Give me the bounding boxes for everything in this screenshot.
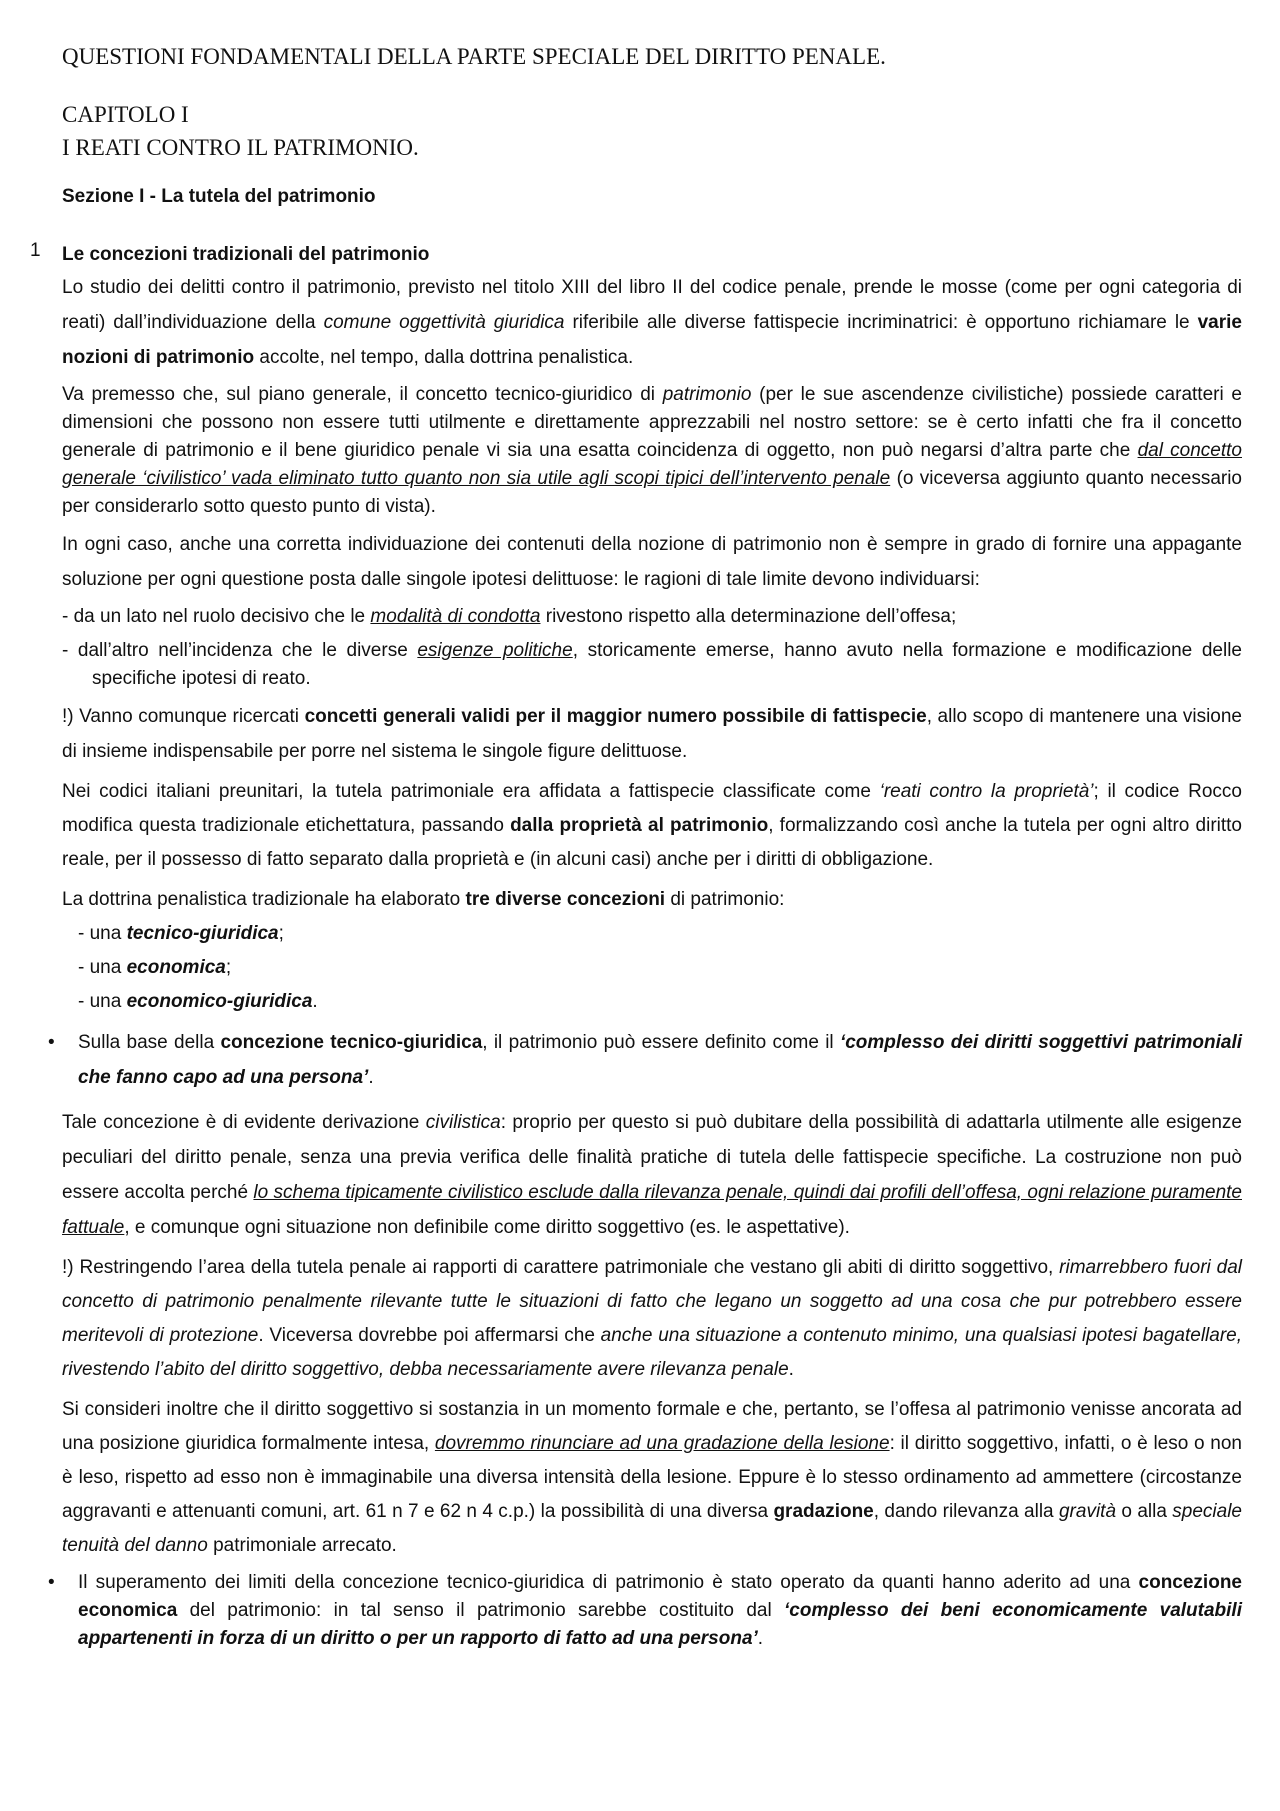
- document-body: [62, 240, 1242, 1659]
- paragraph-restriction: !) Restringendo l’area della tutela penale ai rapporti di carattere patrimoniale che vestano gli abiti di diritto soggettivo, rimarrebbero fuori dal concetto di patrimonio penalmente rilevante tutte le situazioni di fatto che legano un soggetto ad una cosa che pur potrebbero essere meritevoli di protezione. Viceversa dovrebbe poi affermarsi che anche una situazione a contenuto minimo, una qualsiasi ipotesi bagatellare, rivestendo l’abito del diritto soggettivo, debba necessariamente avere rilevanza penale.: [62, 1257, 1242, 1380]
- paragraph-critique: Tale concezione è di evidente derivazione civilistica: proprio per questo si può dubitare della possibilità di adattarla utilmente alle esigenze peculiari del diritto penale, senza una previa verifica delle finalità pratiche di tutela delle fattispecie specifiche. La costruzione non può essere accolta perché lo schema tipicamente civilistico esclude dalla rilevanza penale, quindi dai profili dell’offesa, ogni relazione puramente fattuale, e comunque ogni situazione non definibile come diritto soggettivo (es. le aspettative).: [62, 1112, 1242, 1238]
- paragraph-limits: In ogni caso, anche una corretta individuazione dei contenuti della nozione di patrimonio non è sempre in grado di fornire una appagante soluzione per ogni questione posta dalle singole ipotesi delittuose: le ragioni di tale limite devono individuarsi:: [62, 534, 1242, 590]
- section-heading: Sezione I - La tutela del patrimonio: [62, 186, 376, 207]
- paragraph-concezioni: La dottrina penalistica tradizionale ha elaborato tre diverse concezioni di patrimonio:: [62, 889, 785, 910]
- list-item: - una economica;: [78, 957, 232, 978]
- paragraph-number: 1: [30, 240, 41, 261]
- paragraph-gradation: Si consideri inoltre che il diritto soggettivo si sostanzia in un momento formale e che, pertanto, se l’offesa al patrimonio venisse ancorata ad una posizione giuridica formalmente intesa, dovremmo rinunciare ad una gradazione della lesione: il diritto soggettivo, infatti, o è leso o non è leso, rispetto ad esso non è immaginabile una diversa intensità della lesione. Eppure è lo stesso ordinamento ad ammettere (circostanze aggravanti e attenuanti comuni, art. 61 n 7 e 62 n 4 c.p.) la possibilità di una diversa gradazione, dando rilevanza alla gravità o alla speciale tenuità del danno patrimoniale arrecato.: [62, 1399, 1243, 1556]
- paragraph-heading: Le concezioni tradizionali del patrimonio: [62, 244, 430, 265]
- list-item: - una tecnico-giuridica;: [78, 923, 284, 944]
- list-item: - da un lato nel ruolo decisivo che le modalità di condotta rivestono rispetto alla determinazione dell’offesa;: [62, 606, 957, 627]
- list-item: - dall’altro nell’incidenza che le diverse esigenze politiche, storicamente emerse, hanno avuto nella formazione e modificazione delle specifiche ipotesi di reato.: [62, 640, 1242, 689]
- paragraph-history: Nei codici italiani preunitari, la tutela patrimoniale era affidata a fattispecie classificate come ‘reati contro la proprietà’; il codice Rocco modifica questa tradizionale etichettatura, passando dalla proprietà al patrimonio, formalizzando così anche la tutela per ogni altro diritto reale, per il possesso di fatto separato dalla proprietà e (in alcuni casi) anche per i diritti di obbligazione.: [62, 781, 1242, 870]
- bullet-item: • Sulla base della concezione tecnico-giuridica, il patrimonio può essere definito come il ‘complesso dei diritti soggettivi patrimoniali che fanno capo ad una persona’.: [62, 1025, 1242, 1095]
- paragraph-intro: Lo studio dei delitti contro il patrimonio, previsto nel titolo XIII del libro II del codice penale, prende le mosse (come per ogni categoria di reati) dall’individuazione della comune oggettività giuridica riferibile alle diverse fattispecie incriminatrici: è opportuno richiamare le varie nozioni di patrimonio accolte, nel tempo, dalla dottrina penalistica.: [62, 277, 1242, 368]
- bullet-item: • Il superamento dei limiti della concezione tecnico-giuridica di patrimonio è stato operato da quanti hanno aderito ad una concezione economica del patrimonio: in tal senso il patrimonio sarebbe costituito dal ‘complesso dei beni economicamente valutabili appartenenti in forza di un diritto o per un rapporto di fatto ad una persona’.: [62, 1569, 1242, 1653]
- chapter-heading: [62, 98, 419, 164]
- chapter-title: I REATI CONTRO IL PATRIMONIO.: [62, 135, 419, 160]
- list-item: - una economico-giuridica.: [78, 991, 318, 1012]
- document-title: QUESTIONI FONDAMENTALI DELLA PARTE SPECIALE DEL DIRITTO PENALE.: [62, 44, 886, 69]
- paragraph-note: !) Vanno comunque ricercati concetti generali validi per il maggior numero possibile di fattispecie, allo scopo di mantenere una visione di insieme indispensabile per porre nel sistema le singole figure delittuose.: [62, 706, 1243, 762]
- paragraph-premise: Va premesso che, sul piano generale, il concetto tecnico-giuridico di patrimonio (per le sue ascendenze civilistiche) possiede caratteri e dimensioni che possono non essere tutti utilmente e direttamente apprezzabili nel nostro settore: se è certo infatti che fra il concetto generale di patrimonio e il bene giuridico penale vi sia una esatta coincidenza di oggetto, non può negarsi d’altra parte che dal concetto generale ‘civilistico’ vada eliminato tutto quanto non sia utile agli scopi tipici dell’intervento penale (o viceversa aggiunto quanto necessario per considerarlo sotto questo punto di vista).: [62, 384, 1242, 517]
- chapter-number: CAPITOLO I: [62, 102, 189, 127]
